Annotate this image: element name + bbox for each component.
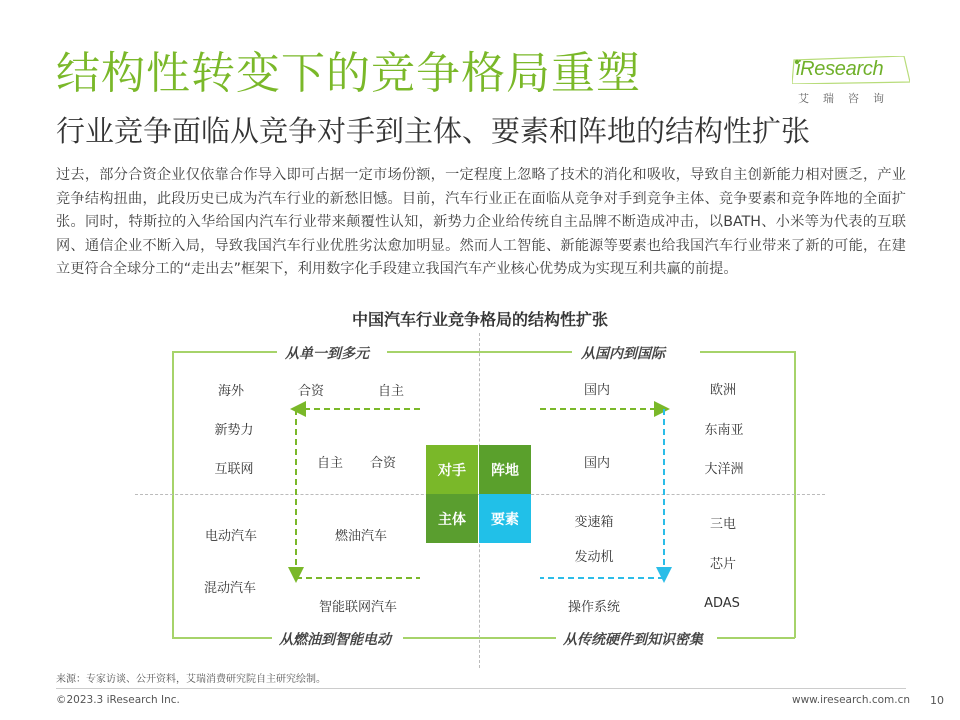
br-outer-item: 三电 xyxy=(709,517,737,532)
source-note: 来源：专家访谈、公开资料，艾瑞消费研究院自主研究绘制。 xyxy=(56,674,326,685)
br-inner-item: 发动机 xyxy=(574,550,614,565)
tr-inner-item: 国内 xyxy=(583,383,611,398)
bl-outer-item: 混动汽车 xyxy=(203,581,257,596)
tl-inner-item: 合资 xyxy=(369,456,397,471)
tr-inner-item: 国内 xyxy=(583,456,611,471)
tr-outer-item: 东南亚 xyxy=(704,423,744,438)
tl-outer-item: 自主 xyxy=(377,384,405,399)
page-subtitle: 行业竞争面临从竞争对手到主体、要素和阵地的结构性扩张 xyxy=(56,114,811,148)
top-left-arrow xyxy=(296,409,420,578)
br-inner-item: 操作系统 xyxy=(567,600,621,615)
quadrant-label-top-right: 从国内到国际 xyxy=(581,346,665,362)
logo-subtitle: 艾瑞咨询 xyxy=(798,92,898,105)
quadrant-label-bottom-right: 从传统硬件到知识密集 xyxy=(563,632,703,648)
quadrant-label-bottom-left: 从燃油到智能电动 xyxy=(279,632,391,648)
center-box-factors: 要素 xyxy=(479,494,531,543)
tl-inner-item: 自主 xyxy=(316,456,344,471)
quadrant-label-top-left: 从单一到多元 xyxy=(285,346,369,362)
copyright: ©2023.3 iResearch Inc. xyxy=(56,694,180,706)
center-box-players: 主体 xyxy=(426,494,478,543)
tr-outer-item: 大洋洲 xyxy=(704,462,744,477)
logo-name: iResearch xyxy=(796,58,884,80)
footer-divider xyxy=(56,688,906,689)
diagram-title: 中国汽车行业竞争格局的结构性扩张 xyxy=(351,310,608,329)
page-number: 10 xyxy=(930,694,944,707)
bl-inner-item: 燃油汽车 xyxy=(334,529,388,544)
br-outer-item: 芯片 xyxy=(709,557,737,572)
bl-outer-item: 智能联网汽车 xyxy=(318,600,398,615)
website-url: www.iresearch.com.cn xyxy=(792,694,911,706)
tr-outer-item: 欧洲 xyxy=(709,383,737,398)
tl-outer-item: 合资 xyxy=(297,384,325,399)
intro-paragraph: 过去，部分合资企业仅依靠合作导入即可占据一定市场份额，一定程度上忽略了技术的消化和吸收，导致自主创新能力相对匮乏，产业竞争结构扭曲，此段历史已成为汽车行业的新愁旧憾。目前，汽车行业正在面临从竞争对手到竞争主体、竞争要素和竞争阵地的全面扩张。同时，特斯拉的入华给国内汽车行业带来颠覆性认知，新势力企业给传统自主品牌不断造成冲击，以BATH、小米等为代表的互联网、通信企业不断入局，导致我国汽车行业优胜劣汰愈加明显。然而人工智能、新能源等要素也给我国汽车行业带来了新的可能，在建立更符合全球分工的“走出去”框架下，利用数字化手段建立我国汽车产业核心优势成为实现互利共赢的前提。 xyxy=(56,167,906,278)
center-box-rivals: 对手 xyxy=(426,445,478,494)
br-inner-item: 变速箱 xyxy=(574,515,614,530)
tl-outer-item: 海外 xyxy=(217,384,245,399)
br-outer-item: ADAS xyxy=(704,596,740,611)
page-title: 结构性转变下的竞争格局重塑 xyxy=(56,48,641,99)
tl-outer-item: 互联网 xyxy=(214,462,254,477)
center-box-battlefield: 阵地 xyxy=(479,445,531,494)
tl-outer-item: 新势力 xyxy=(214,423,254,438)
bl-outer-item: 电动汽车 xyxy=(204,529,258,544)
